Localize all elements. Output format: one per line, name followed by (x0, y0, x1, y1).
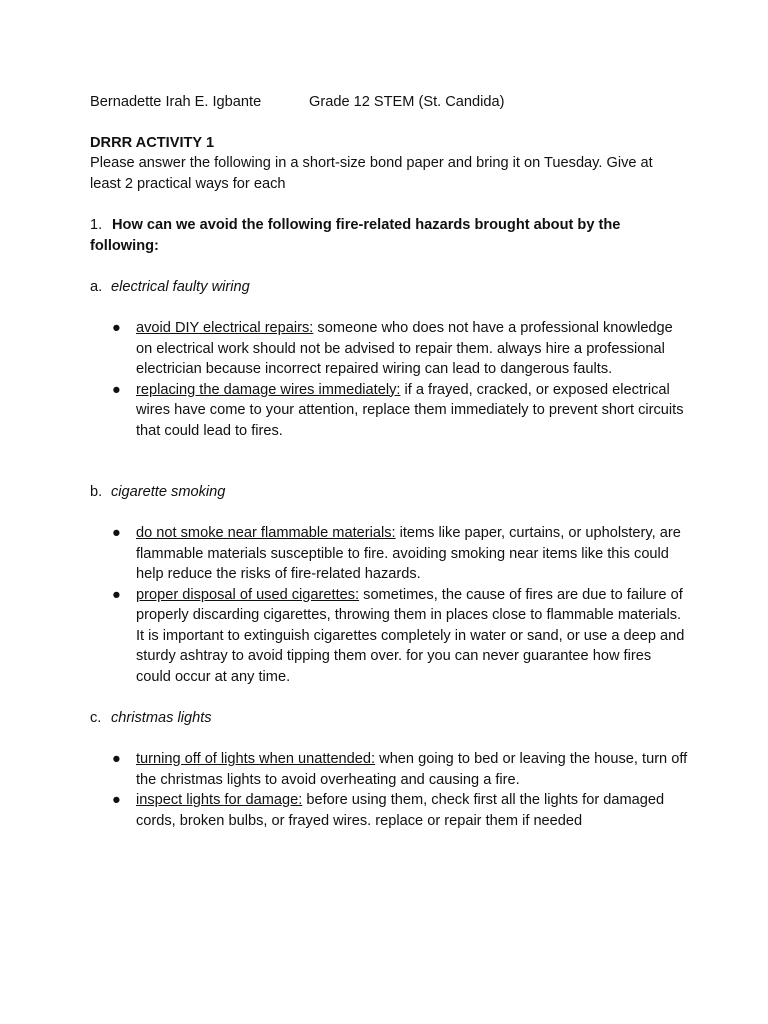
item-body: if a frayed, cracked, or exposed electrical wires have come to your attention, replace them immediately to prevent short circuits that could lead to fires. (136, 381, 684, 439)
activity-instructions: Please answer the following in a short-size bond paper and bring it on Tuesday. Give at least 2 practical ways for each (90, 155, 653, 192)
item-heading: proper disposal of used cigarettes: (136, 586, 360, 603)
item-body: sometimes, the cause of fires are due to failure of properly discarding cigarettes, throwing them in places close to flammable materials. It is important to extinguish cigarettes completely in water or sand, or use a deep and sturdy ashtray to avoid tipping them over. for you can never guarantee how fires could occur at any time. (136, 586, 685, 685)
section-letter: a. (90, 279, 103, 295)
section-title: electrical faulty wiring (111, 279, 250, 295)
bullet-icon: ● (112, 792, 121, 808)
item-body: someone who does not have a professional knowledge on electrical work should not be advised to repair them. always hire a professional electrician because incorrect repaired wiring can lead to dangerous faults. (136, 320, 673, 377)
section-letter: b. (90, 484, 103, 500)
question-1 (90, 215, 650, 256)
list-item (90, 749, 690, 790)
bullet-icon: ● (112, 320, 121, 336)
bullet-icon: ● (112, 586, 121, 603)
bullet-icon: ● (112, 381, 121, 398)
section-b-list (90, 523, 690, 687)
bullet-icon: ● (112, 751, 121, 767)
item-body: before using them, check first all the lights for damaged cords, broken bulbs, or frayed wires. replace or repair them if needed (136, 792, 665, 829)
question-number: 1. (90, 217, 103, 233)
list-item (90, 585, 690, 688)
section-title: cigarette smoking (111, 484, 226, 500)
item-heading: do not smoke near flammable materials: (136, 525, 396, 541)
section-c-list (90, 749, 690, 831)
item-heading: avoid DIY electrical repairs: (136, 320, 314, 336)
list-item (90, 318, 690, 380)
section-a-heading (90, 277, 690, 298)
bullet-icon: ● (112, 525, 121, 541)
section-c-heading (90, 708, 690, 729)
item-heading: turning off of lights when unattended: (136, 751, 376, 767)
list-item (90, 523, 690, 585)
grade-section: Grade 12 STEM (St. Candida) (309, 94, 505, 110)
section-letter: c. (90, 710, 102, 726)
list-item (90, 380, 690, 442)
activity-title: DRRR ACTIVITY 1 (90, 135, 215, 151)
item-body: when going to bed or leaving the house, turn off the christmas lights to avoid overheating and causing a fire. (136, 751, 688, 788)
question-text: How can we avoid the following fire-related hazards brought about by the following: (90, 217, 621, 254)
list-item (90, 790, 690, 831)
item-heading: replacing the damage wires immediately: (136, 381, 401, 398)
section-a-list (90, 318, 690, 441)
student-name: Bernadette Irah E. Igbante (90, 94, 262, 110)
item-body: items like paper, curtains, or upholstery, are flammable materials susceptible to fire. avoiding smoking near items like this could help reduce the risks of fire-related hazards. (136, 525, 681, 582)
item-heading: inspect lights for damage: (136, 792, 303, 808)
section-title: christmas lights (111, 710, 212, 726)
section-b-heading (90, 482, 690, 503)
